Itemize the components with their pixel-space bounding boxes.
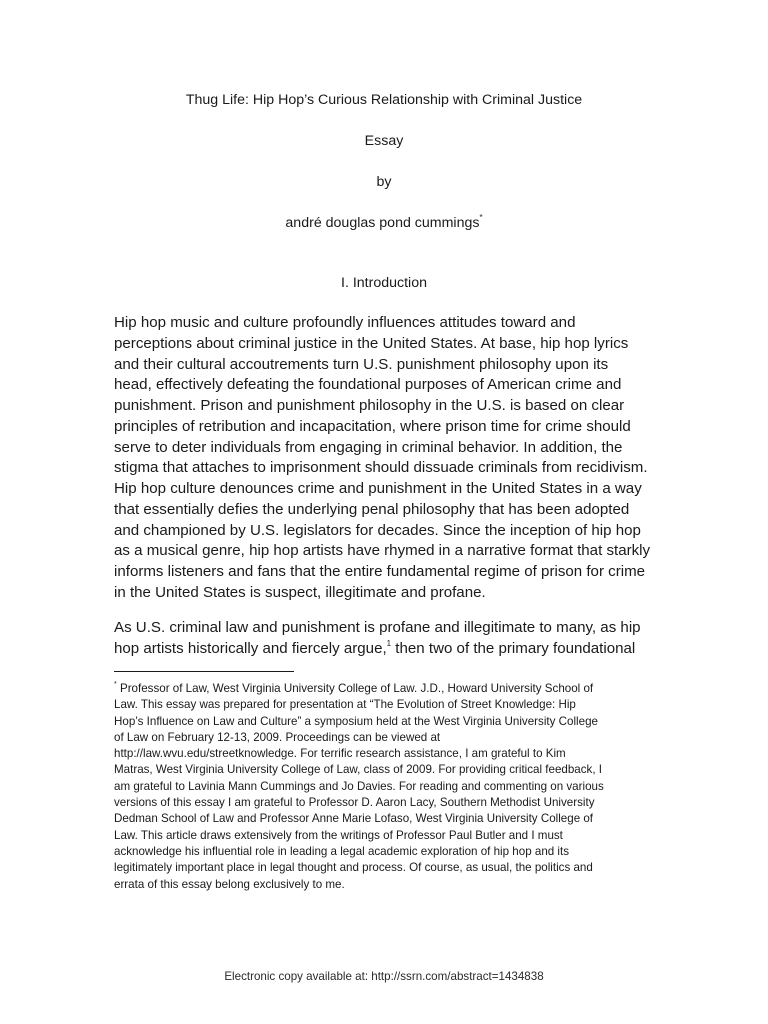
essay-title: Thug Life: Hip Hop’s Curious Relationship with Criminal Justice bbox=[185, 92, 583, 108]
footnote-line: am grateful to Lavinia Mann Cummings and Jo Davies. For reading and commenting on various bbox=[114, 779, 604, 793]
footnote-line: Dedman School of Law and Professor Anne Marie Lofaso, West Virginia University College of bbox=[114, 812, 594, 826]
author-footnote-marker: * bbox=[479, 213, 483, 222]
paragraph-line: in the United States is suspect, illegitimate and profane. bbox=[114, 583, 486, 601]
footnote-line bbox=[114, 681, 674, 697]
footnote-line: versions of this essay I am grateful to Professor D. Aaron Lacy, Southern Methodist University bbox=[114, 796, 595, 810]
footnote-author bbox=[114, 681, 674, 893]
paragraph-line-text: hop artists historically and fiercely argue, bbox=[114, 639, 387, 657]
author-line bbox=[0, 214, 768, 232]
essay-label: Essay bbox=[364, 133, 404, 149]
paragraph-line: punishment. Prison and punishment philosophy in the U.S. is based on clear bbox=[114, 397, 625, 414]
footnote-ref-1[interactable]: 1 bbox=[386, 638, 392, 648]
footnote-marker: * bbox=[114, 681, 117, 688]
electronic-copy-notice: Electronic copy available at: http://ssrn.com/abstract=1434838 bbox=[224, 970, 544, 983]
footnote-line: legitimately important place in legal thought and process. Of course, as usual, the politics and bbox=[114, 861, 593, 875]
paragraph-line: as a musical genre, hip hop artists have rhymed in a narrative format that starkly bbox=[114, 542, 651, 560]
footnote-line: Hop’s Influence on Law and Culture” a symposium held at the West Virginia University College bbox=[114, 714, 598, 728]
footnote-line: Law. This article draws extensively from the writings of Professor Paul Butler and I must bbox=[114, 828, 563, 842]
footnote-line-text: Professor of Law, West Virginia University College of Law. J.D., Howard University School of bbox=[116, 682, 594, 695]
paragraph-line: informs listeners and fans that the entire fundamental regime of prison for crime bbox=[114, 563, 646, 580]
paragraph-introduction-2 bbox=[114, 618, 664, 660]
paragraph-line: Hip hop music and culture profoundly influences attitudes toward and bbox=[114, 314, 576, 331]
footnote-line: errata of this essay belong exclusively to me. bbox=[114, 877, 345, 891]
paragraph-line: perceptions about criminal justice in the United States. At base, hip hop lyrics bbox=[114, 334, 629, 352]
paragraph-introduction-1 bbox=[114, 313, 664, 604]
paragraph-line: serve to deter individuals from engaging in criminal behavior. In addition, the bbox=[114, 438, 623, 456]
paragraph-line-text: then two of the primary foundational bbox=[391, 639, 636, 657]
footnote-divider bbox=[114, 671, 294, 672]
paragraph-line: head, effectively defeating the foundational purposes of American crime and bbox=[114, 376, 622, 394]
footnote-line: of Law on February 12-13, 2009. Proceedings can be viewed at bbox=[114, 730, 441, 744]
section-heading: I. Introduction bbox=[341, 275, 427, 291]
paragraph-line: and their cultural accoutrements turn U.S. punishment philosophy upon its bbox=[114, 355, 609, 373]
author-name: andré douglas pond cummings bbox=[285, 215, 480, 231]
paragraph-line: stigma that attaches to imprisonment should dissuade criminals from recidivism. bbox=[114, 459, 648, 477]
footnote-line: Law. This essay was prepared for presentation at “The Evolution of Street Knowledge: Hip bbox=[114, 698, 576, 712]
paragraph-line: Hip hop culture denounces crime and punishment in the United States in a way bbox=[114, 480, 642, 497]
footnote-line: http://law.wvu.edu/streetknowledge. For terrific research assistance, I am grateful to Kim bbox=[114, 747, 566, 761]
by-label: by bbox=[376, 174, 392, 190]
paragraph-line: principles of retribution and incapacitation, where prison time for crime should bbox=[114, 417, 631, 435]
footnote-line: acknowledge his influential role in leading a legal academic exploration of hip hop and its bbox=[114, 844, 570, 858]
footnote-line: Matras, West Virginia University College of Law, class of 2009. For providing critical feedback, I bbox=[114, 763, 603, 777]
paragraph-line: and championed by U.S. legislators for decades. Since the inception of hip hop bbox=[114, 521, 641, 539]
paragraph-line: As U.S. criminal law and punishment is profane and illegitimate to many, as hip bbox=[114, 619, 641, 636]
paragraph-line: that essentially defies the underlying penal philosophy that has been adopted bbox=[114, 500, 630, 518]
paragraph-line bbox=[114, 639, 664, 660]
